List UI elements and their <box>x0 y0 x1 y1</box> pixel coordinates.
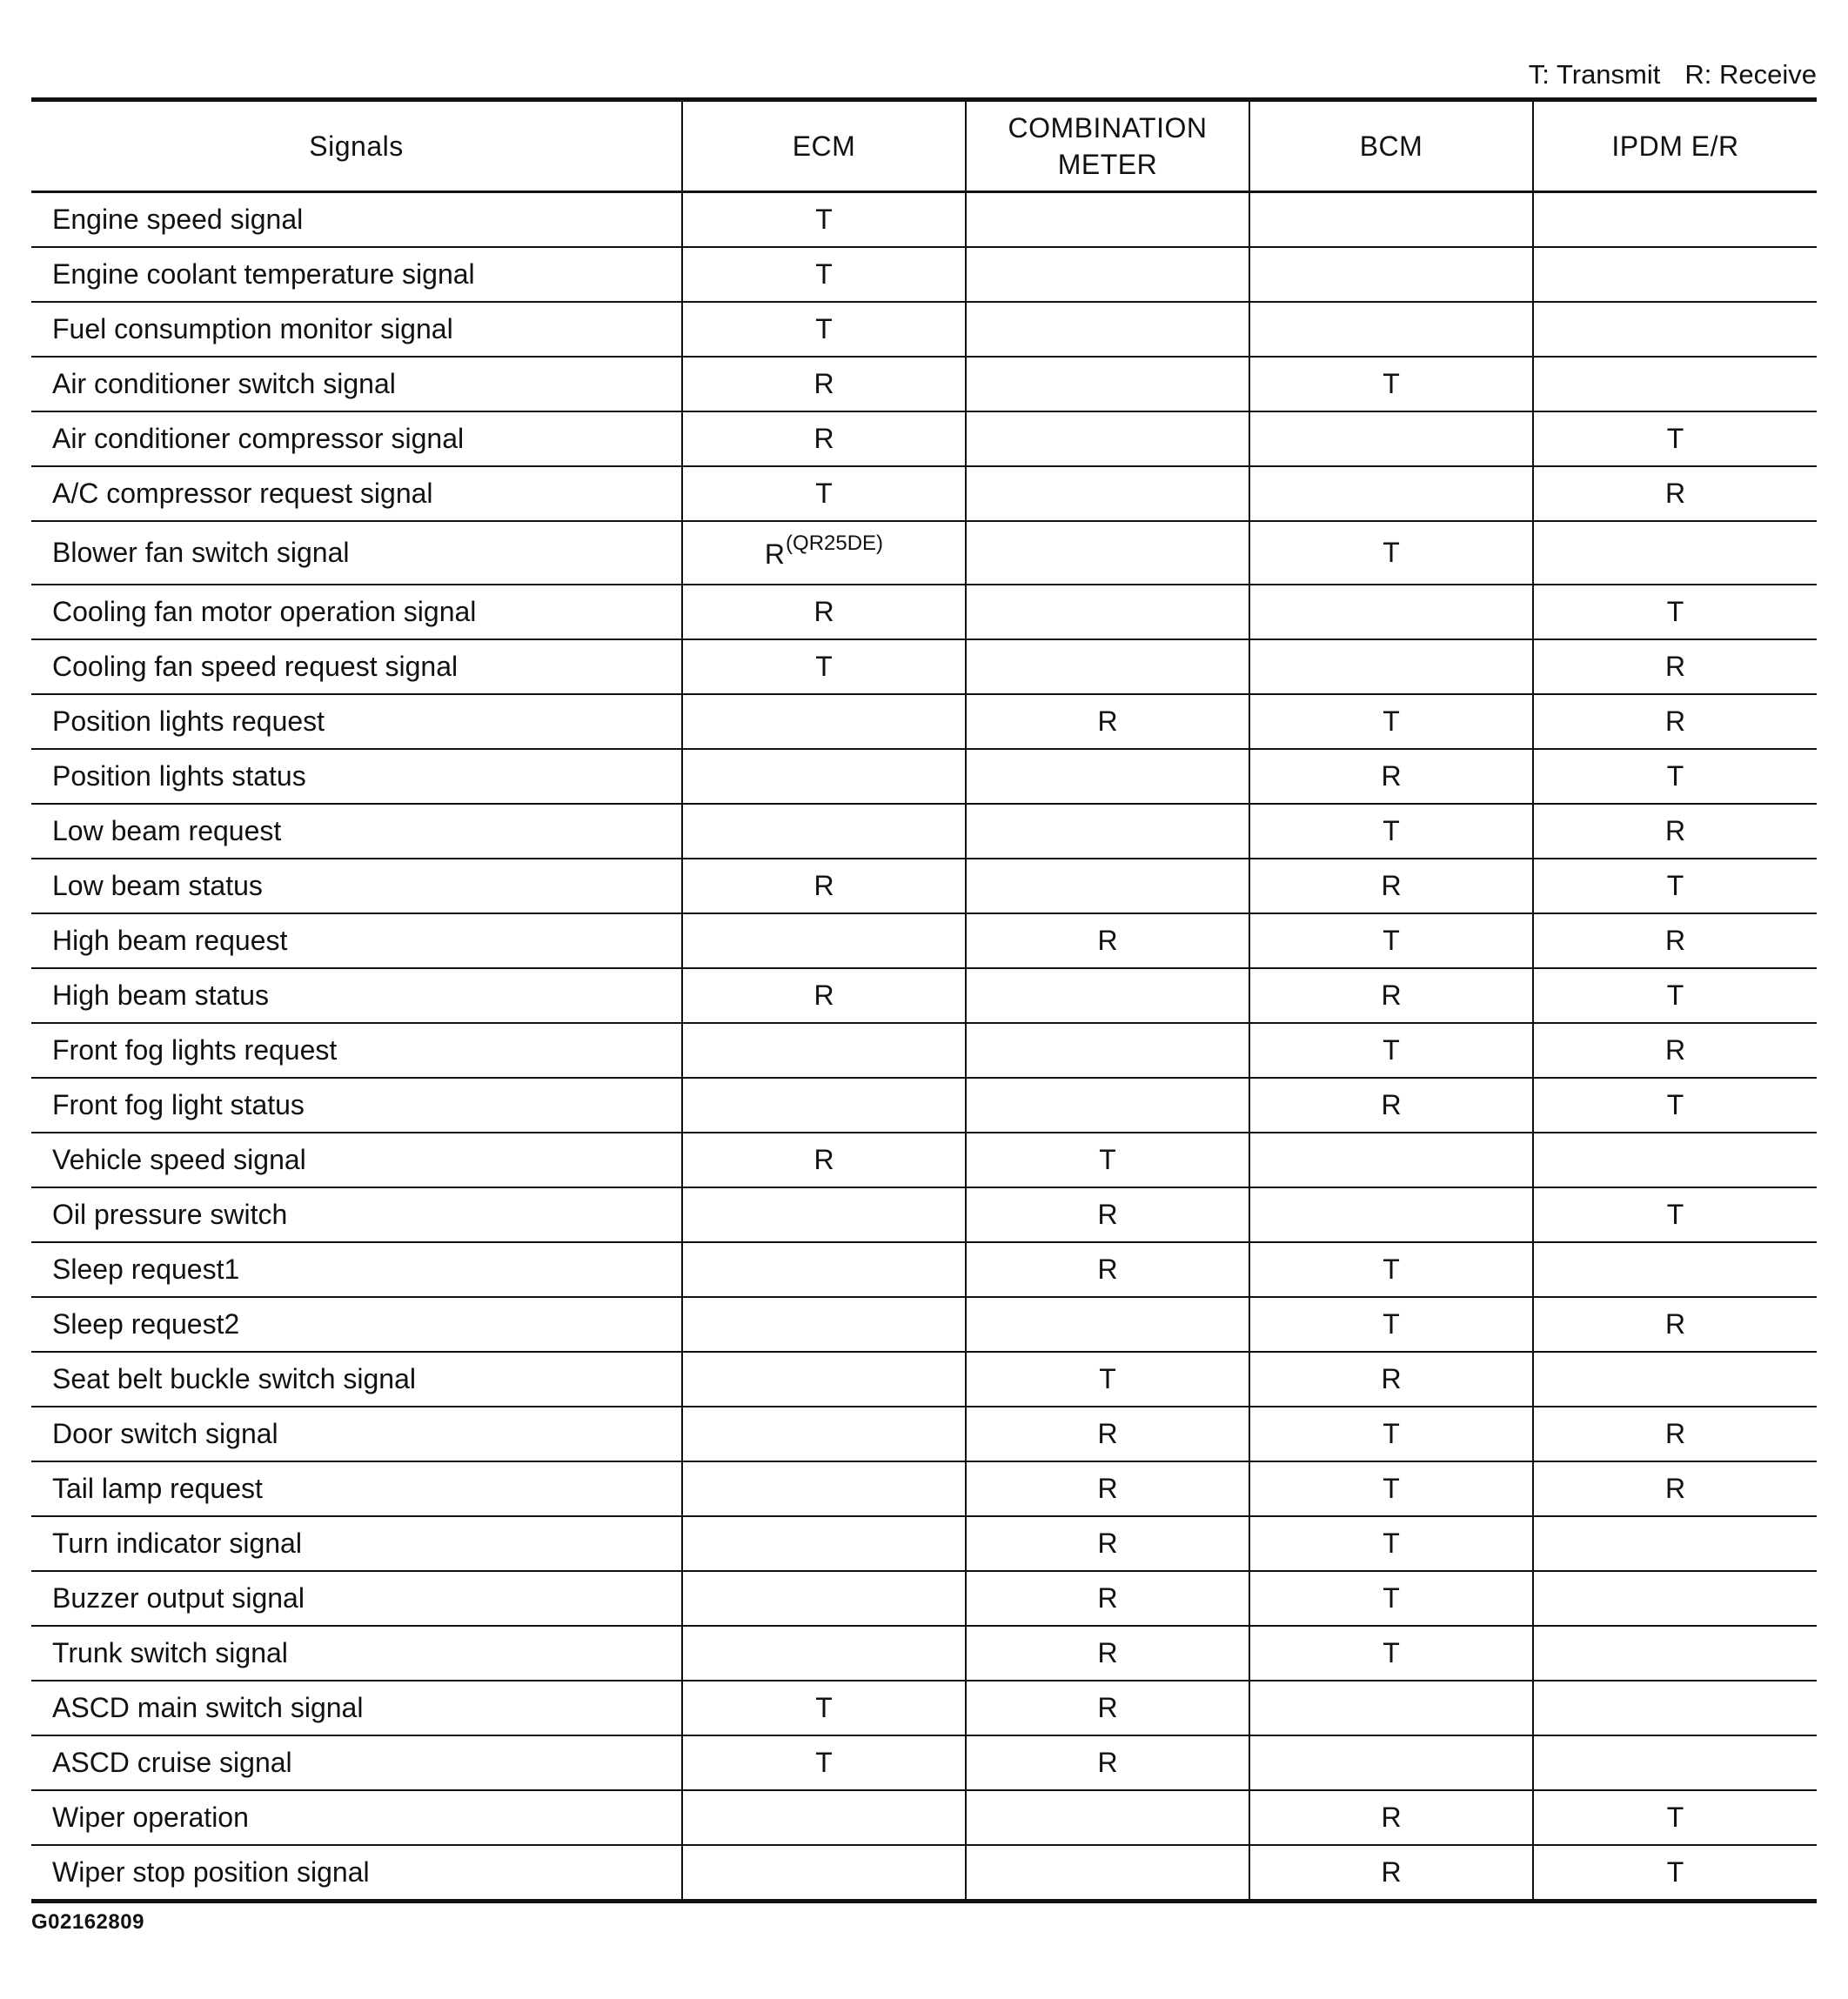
ipdm-er-cell-value: T <box>1666 1089 1684 1120</box>
ecm-cell <box>682 1845 966 1902</box>
combination-meter-cell <box>966 1078 1249 1133</box>
ipdm-er-cell <box>1533 749 1817 804</box>
ipdm-er-cell-value: T <box>1666 423 1684 454</box>
signal-table-container <box>31 97 1817 1903</box>
ipdm-er-cell-value: R <box>1664 1308 1686 1340</box>
combination-meter-cell <box>966 357 1249 411</box>
ipdm-er-cell-value: R <box>1664 1034 1686 1066</box>
table-row <box>31 1571 1817 1626</box>
signal-name-cell <box>31 192 682 248</box>
combination-meter-cell <box>966 411 1249 466</box>
signal-name-cell <box>31 1078 682 1133</box>
ecm-cell <box>682 968 966 1023</box>
bcm-cell <box>1249 466 1533 521</box>
signal-name-cell <box>31 1790 682 1845</box>
table-row <box>31 1845 1817 1902</box>
ecm-cell <box>682 913 966 968</box>
ecm-cell-value: T <box>815 313 833 344</box>
ecm-cell <box>682 411 966 466</box>
combination-meter-cell-value: T <box>1099 1363 1116 1394</box>
ecm-cell <box>682 1516 966 1571</box>
ecm-cell-value: R <box>814 979 834 1011</box>
combination-meter-cell <box>966 968 1249 1023</box>
bcm-cell <box>1249 639 1533 694</box>
ecm-cell <box>682 1352 966 1407</box>
ipdm-er-cell <box>1533 913 1817 968</box>
ipdm-er-cell <box>1533 1297 1817 1352</box>
ecm-engine-note: (QR25DE) <box>786 532 884 556</box>
table-row <box>31 357 1817 411</box>
ecm-cell <box>682 1681 966 1735</box>
bcm-cell <box>1249 1735 1533 1790</box>
signal-name-cell-value: High beam status <box>52 979 270 1011</box>
ecm-cell-value: T <box>815 204 833 235</box>
header-ecm: ECM <box>682 100 966 192</box>
signal-name-cell <box>31 1133 682 1187</box>
ipdm-er-cell <box>1533 247 1817 302</box>
bcm-cell-value: T <box>1383 1254 1400 1285</box>
signal-name-cell-value: Tail lamp request <box>52 1473 263 1504</box>
table-row <box>31 1626 1817 1681</box>
combination-meter-cell-value: R <box>1097 1473 1118 1504</box>
ipdm-er-cell-value: R <box>1664 1473 1686 1504</box>
ecm-cell <box>682 1242 966 1297</box>
ecm-cell <box>682 804 966 859</box>
signal-name-cell <box>31 357 682 411</box>
signal-name-cell <box>31 1023 682 1078</box>
bcm-cell <box>1249 694 1533 749</box>
ipdm-er-cell <box>1533 1133 1817 1187</box>
combination-meter-cell <box>966 1626 1249 1681</box>
combination-meter-cell-value: R <box>1097 705 1118 737</box>
ecm-cell-value: R <box>814 870 834 901</box>
combination-meter-cell <box>966 1571 1249 1626</box>
legend-transmit: T: Transmit <box>1528 59 1661 90</box>
combination-meter-cell <box>966 1516 1249 1571</box>
ipdm-er-cell <box>1533 1461 1817 1516</box>
header-combination-meter-line2: METER <box>1057 149 1158 180</box>
signal-name-cell-value: Trunk switch signal <box>52 1637 288 1668</box>
signal-name-cell <box>31 466 682 521</box>
ipdm-er-cell-value: R <box>1664 478 1686 509</box>
signal-name-cell <box>31 1297 682 1352</box>
ecm-cell-value: T <box>815 651 833 682</box>
bcm-cell <box>1249 302 1533 357</box>
table-row <box>31 1133 1817 1187</box>
signal-name-cell-value: Cooling fan motor operation signal <box>52 596 477 627</box>
ipdm-er-cell-value: R <box>1664 815 1686 846</box>
combination-meter-cell <box>966 1790 1249 1845</box>
bcm-cell <box>1249 521 1533 585</box>
signal-name-cell-value: Wiper stop position signal <box>52 1856 370 1888</box>
ecm-cell <box>682 1626 966 1681</box>
bcm-cell-value: T <box>1383 1637 1400 1668</box>
bcm-cell <box>1249 411 1533 466</box>
bcm-cell <box>1249 1242 1533 1297</box>
table-row <box>31 968 1817 1023</box>
combination-meter-cell <box>966 749 1249 804</box>
combination-meter-cell-value: T <box>1099 1144 1116 1175</box>
combination-meter-cell <box>966 804 1249 859</box>
table-row <box>31 749 1817 804</box>
ecm-cell-value: R <box>764 538 786 570</box>
ecm-cell <box>682 521 966 585</box>
ecm-cell <box>682 585 966 639</box>
ipdm-er-cell <box>1533 639 1817 694</box>
combination-meter-cell <box>966 247 1249 302</box>
signal-name-cell-value: Low beam request <box>52 815 282 846</box>
header-combination-meter <box>966 100 1249 192</box>
ipdm-er-cell-value: T <box>1666 870 1684 901</box>
ipdm-er-cell <box>1533 1352 1817 1407</box>
signal-name-cell-value: Blower fan switch signal <box>52 537 350 568</box>
signal-name-cell <box>31 1571 682 1626</box>
bcm-cell-value: R <box>1381 1089 1402 1120</box>
header-ipdm-er: IPDM E/R <box>1533 100 1817 192</box>
table-row <box>31 1023 1817 1078</box>
bcm-cell-value: T <box>1383 925 1400 956</box>
signal-name-cell-value: Air conditioner compressor signal <box>52 423 465 454</box>
signal-name-cell-value: Door switch signal <box>52 1418 278 1449</box>
ipdm-er-cell-value: T <box>1666 760 1684 792</box>
combination-meter-cell-value: R <box>1097 1418 1118 1449</box>
table-header-row <box>31 100 1817 192</box>
ipdm-er-cell <box>1533 1023 1817 1078</box>
signal-name-cell <box>31 585 682 639</box>
table-row <box>31 411 1817 466</box>
figure-id: G02162809 <box>31 1910 144 1934</box>
header-signals: Signals <box>31 100 682 192</box>
ecm-cell <box>682 694 966 749</box>
bcm-cell <box>1249 859 1533 913</box>
ecm-cell <box>682 247 966 302</box>
ipdm-er-cell <box>1533 192 1817 248</box>
combination-meter-cell-value: R <box>1097 925 1118 956</box>
bcm-cell <box>1249 1845 1533 1902</box>
signal-name-cell-value: Sleep request1 <box>52 1254 240 1285</box>
ecm-cell <box>682 1407 966 1461</box>
signal-name-cell-value: Position lights status <box>52 760 306 792</box>
signal-name-cell-value: Front fog light status <box>52 1089 305 1120</box>
ecm-cell-value: T <box>815 1747 833 1778</box>
bcm-cell <box>1249 585 1533 639</box>
ecm-cell <box>682 749 966 804</box>
bcm-cell <box>1249 1297 1533 1352</box>
signal-name-cell <box>31 1681 682 1735</box>
ecm-cell-value: R <box>814 596 834 627</box>
ipdm-er-cell <box>1533 1845 1817 1902</box>
combination-meter-cell-value: R <box>1097 1637 1118 1668</box>
combination-meter-cell <box>966 1187 1249 1242</box>
ecm-cell <box>682 859 966 913</box>
signal-name-cell-value: ASCD cruise signal <box>52 1747 292 1778</box>
combination-meter-cell <box>966 192 1249 248</box>
ecm-cell-value: T <box>815 478 833 509</box>
ipdm-er-cell <box>1533 466 1817 521</box>
table-row <box>31 639 1817 694</box>
signal-name-cell-value: Vehicle speed signal <box>52 1144 306 1175</box>
signal-name-cell <box>31 1242 682 1297</box>
signal-name-cell <box>31 521 682 585</box>
ipdm-er-cell-value: T <box>1666 1199 1684 1230</box>
combination-meter-cell <box>966 302 1249 357</box>
bcm-cell <box>1249 913 1533 968</box>
ecm-cell <box>682 1078 966 1133</box>
bcm-cell-value: R <box>1381 1856 1402 1888</box>
signal-name-cell-value: Turn indicator signal <box>52 1528 302 1559</box>
combination-meter-cell-value: R <box>1097 1528 1118 1559</box>
signal-name-cell-value: Buzzer output signal <box>52 1582 305 1614</box>
signal-name-cell <box>31 913 682 968</box>
combination-meter-cell <box>966 913 1249 968</box>
combination-meter-cell <box>966 585 1249 639</box>
signal-name-cell-value: Engine coolant temperature signal <box>52 258 475 290</box>
combination-meter-cell <box>966 1461 1249 1516</box>
signal-name-cell <box>31 1735 682 1790</box>
ecm-cell <box>682 1571 966 1626</box>
ipdm-er-cell <box>1533 585 1817 639</box>
bcm-cell <box>1249 247 1533 302</box>
bcm-cell <box>1249 192 1533 248</box>
signal-name-cell <box>31 859 682 913</box>
table-row <box>31 192 1817 248</box>
can-signal-table <box>31 97 1817 1903</box>
ecm-cell <box>682 1790 966 1845</box>
bcm-cell <box>1249 749 1533 804</box>
ipdm-er-cell-value: R <box>1664 925 1686 956</box>
signal-name-cell <box>31 1516 682 1571</box>
ipdm-er-cell <box>1533 1078 1817 1133</box>
ipdm-er-cell <box>1533 411 1817 466</box>
combination-meter-cell <box>966 639 1249 694</box>
signal-name-cell-value: High beam request <box>52 925 288 956</box>
signal-name-cell <box>31 411 682 466</box>
signal-name-cell-value: Wiper operation <box>52 1802 249 1833</box>
table-row <box>31 521 1817 585</box>
combination-meter-cell-value: R <box>1097 1582 1118 1614</box>
bcm-cell-value: R <box>1381 979 1402 1011</box>
ipdm-er-cell <box>1533 521 1817 585</box>
ipdm-er-cell <box>1533 1790 1817 1845</box>
legend-receive: R: Receive <box>1684 59 1817 90</box>
signal-name-cell <box>31 247 682 302</box>
ipdm-er-cell <box>1533 1187 1817 1242</box>
combination-meter-cell <box>966 466 1249 521</box>
ipdm-er-cell <box>1533 694 1817 749</box>
bcm-cell-value: T <box>1383 1528 1400 1559</box>
signal-name-cell <box>31 694 682 749</box>
signal-name-cell-value: Low beam status <box>52 870 263 901</box>
bcm-cell <box>1249 1681 1533 1735</box>
header-bcm: BCM <box>1249 100 1533 192</box>
combination-meter-cell <box>966 859 1249 913</box>
signal-name-cell-value: Cooling fan speed request signal <box>52 651 459 682</box>
table-row <box>31 804 1817 859</box>
combination-meter-cell <box>966 1735 1249 1790</box>
table-row <box>31 585 1817 639</box>
combination-meter-cell-value: R <box>1097 1254 1118 1285</box>
table-body <box>31 192 1817 1902</box>
bcm-cell <box>1249 1790 1533 1845</box>
ipdm-er-cell <box>1533 1516 1817 1571</box>
ipdm-er-cell-value: T <box>1666 1856 1684 1888</box>
ecm-cell <box>682 1297 966 1352</box>
table-row <box>31 1352 1817 1407</box>
signal-name-cell-value: Position lights request <box>52 705 325 737</box>
bcm-cell-value: T <box>1383 1582 1400 1614</box>
combination-meter-cell <box>966 1407 1249 1461</box>
header-combination-meter-line1: COMBINATION <box>1008 112 1208 144</box>
combination-meter-cell <box>966 521 1249 585</box>
ecm-cell <box>682 302 966 357</box>
signal-name-cell <box>31 968 682 1023</box>
ecm-cell <box>682 639 966 694</box>
ecm-cell <box>682 1735 966 1790</box>
table-row <box>31 1078 1817 1133</box>
table-row <box>31 1461 1817 1516</box>
ecm-cell-value: T <box>815 258 833 290</box>
table-row <box>31 859 1817 913</box>
combination-meter-cell <box>966 1297 1249 1352</box>
bcm-cell <box>1249 968 1533 1023</box>
bcm-cell <box>1249 1133 1533 1187</box>
combination-meter-cell-value: R <box>1097 1199 1118 1230</box>
bcm-cell-value: T <box>1383 1418 1400 1449</box>
ecm-cell <box>682 1461 966 1516</box>
bcm-cell-value: R <box>1381 1802 1402 1833</box>
ipdm-er-cell <box>1533 1735 1817 1790</box>
ipdm-er-cell <box>1533 1571 1817 1626</box>
bcm-cell <box>1249 1352 1533 1407</box>
ecm-cell-value: R <box>814 368 834 399</box>
signal-name-cell-value: Oil pressure switch <box>52 1199 288 1230</box>
bcm-cell <box>1249 1078 1533 1133</box>
signal-name-cell <box>31 804 682 859</box>
table-row <box>31 913 1817 968</box>
ecm-cell <box>682 192 966 248</box>
signal-name-cell-value: ASCD main switch signal <box>52 1692 364 1723</box>
table-row <box>31 302 1817 357</box>
combination-meter-cell <box>966 1133 1249 1187</box>
signal-name-cell-value: Fuel consumption monitor signal <box>52 313 453 344</box>
table-row <box>31 1681 1817 1735</box>
ipdm-er-cell <box>1533 1681 1817 1735</box>
ipdm-er-cell <box>1533 1626 1817 1681</box>
bcm-cell-value: T <box>1383 368 1400 399</box>
signal-name-cell <box>31 749 682 804</box>
bcm-cell <box>1249 1516 1533 1571</box>
table-row <box>31 694 1817 749</box>
signal-name-cell <box>31 302 682 357</box>
ecm-cell-value: R <box>814 1144 834 1175</box>
ipdm-er-cell <box>1533 1407 1817 1461</box>
signal-name-cell-value: Engine speed signal <box>52 204 304 235</box>
ecm-cell <box>682 1187 966 1242</box>
ipdm-er-cell <box>1533 357 1817 411</box>
ecm-cell-value: T <box>815 1692 833 1723</box>
ipdm-er-cell-value: T <box>1666 596 1684 627</box>
bcm-cell-value: T <box>1383 1473 1400 1504</box>
bcm-cell-value: R <box>1381 1363 1402 1394</box>
bcm-cell <box>1249 1023 1533 1078</box>
ipdm-er-cell-value: R <box>1664 1418 1686 1449</box>
table-row <box>31 1407 1817 1461</box>
bcm-cell <box>1249 1187 1533 1242</box>
bcm-cell <box>1249 357 1533 411</box>
bcm-cell <box>1249 1407 1533 1461</box>
bcm-cell <box>1249 804 1533 859</box>
signal-name-cell <box>31 1626 682 1681</box>
ecm-cell <box>682 1023 966 1078</box>
table-row <box>31 1297 1817 1352</box>
table-row <box>31 1187 1817 1242</box>
ecm-cell-value: R <box>814 423 834 454</box>
combination-meter-cell <box>966 1681 1249 1735</box>
signal-name-cell <box>31 1845 682 1902</box>
table-row <box>31 247 1817 302</box>
bcm-cell-value: T <box>1383 705 1400 737</box>
ecm-cell <box>682 357 966 411</box>
signal-name-cell <box>31 639 682 694</box>
combination-meter-cell-value: R <box>1097 1692 1118 1723</box>
ipdm-er-cell <box>1533 302 1817 357</box>
bcm-cell-value: R <box>1381 760 1402 792</box>
bcm-cell-value: T <box>1383 537 1400 568</box>
ipdm-er-cell-value: T <box>1666 979 1684 1011</box>
bcm-cell <box>1249 1571 1533 1626</box>
signal-name-cell-value: Air conditioner switch signal <box>52 368 396 399</box>
table-row <box>31 1242 1817 1297</box>
table-row <box>31 1790 1817 1845</box>
bcm-cell <box>1249 1461 1533 1516</box>
bcm-cell-value: T <box>1383 1308 1400 1340</box>
signal-name-cell <box>31 1352 682 1407</box>
combination-meter-cell <box>966 694 1249 749</box>
combination-meter-cell <box>966 1242 1249 1297</box>
signal-name-cell-value: Seat belt buckle switch signal <box>52 1363 416 1394</box>
table-row <box>31 466 1817 521</box>
signal-name-cell-value: A/C compressor request signal <box>52 478 433 509</box>
bcm-cell <box>1249 1626 1533 1681</box>
table-row <box>31 1735 1817 1790</box>
combination-meter-cell <box>966 1352 1249 1407</box>
ipdm-er-cell <box>1533 804 1817 859</box>
ipdm-er-cell <box>1533 1242 1817 1297</box>
signal-name-cell-value: Sleep request2 <box>52 1308 240 1340</box>
ipdm-er-cell <box>1533 859 1817 913</box>
ecm-cell <box>682 1133 966 1187</box>
ipdm-er-cell-value: T <box>1666 1802 1684 1833</box>
combination-meter-cell <box>966 1845 1249 1902</box>
ecm-cell <box>682 466 966 521</box>
ipdm-er-cell-value: R <box>1664 705 1686 737</box>
signal-name-cell <box>31 1461 682 1516</box>
signal-name-cell <box>31 1187 682 1242</box>
combination-meter-cell <box>966 1023 1249 1078</box>
table-row <box>31 1516 1817 1571</box>
ipdm-er-cell-value: R <box>1664 651 1686 682</box>
signal-name-cell <box>31 1407 682 1461</box>
bcm-cell-value: T <box>1383 1034 1400 1066</box>
combination-meter-cell-value: R <box>1097 1747 1118 1778</box>
ipdm-er-cell <box>1533 968 1817 1023</box>
bcm-cell-value: T <box>1383 815 1400 846</box>
legend <box>1529 57 1817 92</box>
signal-name-cell-value: Front fog lights request <box>52 1034 338 1066</box>
bcm-cell-value: R <box>1381 870 1402 901</box>
